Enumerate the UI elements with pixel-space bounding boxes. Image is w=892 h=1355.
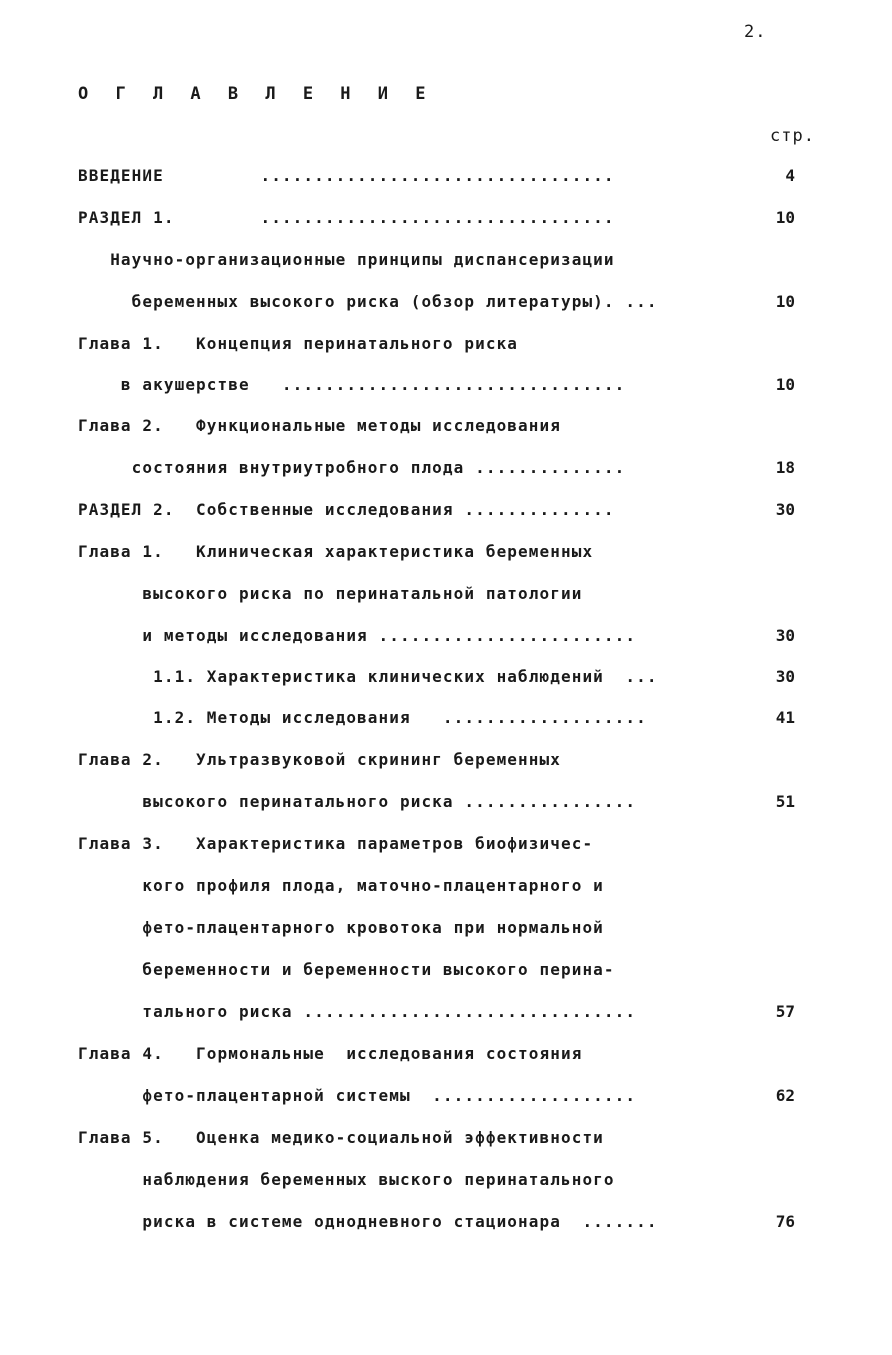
toc-entry-text: Глава 2. Ультразвуковой скрининг беременных (78, 750, 561, 769)
toc-entry-text: РАЗДЕЛ 2. Собственные исследования .............. (78, 500, 615, 519)
toc-entry-page (755, 916, 795, 940)
toc-entry-text: Глава 5. Оценка медико-социальной эффективности (78, 1128, 604, 1147)
toc-entry-text: 1.1. Характеристика клинических наблюдений ... (78, 667, 658, 686)
toc-entry-text: высокого перинатального риска ................ (78, 792, 637, 811)
toc-entry-text: 1.2. Методы исследования ................... (78, 708, 647, 727)
toc-entry-page (755, 540, 795, 564)
toc-entry-page (755, 832, 795, 856)
toc-entry-text: Научно-организационные принципы диспансеризации (78, 250, 615, 269)
toc-entry-text: наблюдения беременных выского перинатального (78, 1170, 615, 1189)
page-number: 2. (744, 22, 767, 42)
toc-entry-page (755, 248, 795, 272)
toc-entry-page (755, 958, 795, 982)
toc-entry-text: Глава 3. Характеристика параметров биофизичес- (78, 834, 594, 853)
toc-entry-page (755, 332, 795, 356)
toc-entry-page (755, 748, 795, 772)
toc-entry-page (755, 1168, 795, 1192)
toc-entry-text: Глава 1. Клиническая характеристика беременных (78, 542, 594, 561)
toc-entry-page: 30 (775, 500, 795, 519)
toc-entry-page: 4 (785, 166, 795, 185)
toc-entry-page: 62 (775, 1086, 795, 1105)
toc-entry-text: высокого риска по перинатальной патологии (78, 584, 583, 603)
toc-entry-page: 10 (775, 375, 795, 394)
toc-entry-page: 76 (775, 1212, 795, 1231)
toc-entry-text: фето-плацентарного кровотока при нормальной (78, 918, 604, 937)
toc-entry-text: и методы исследования ........................ (78, 626, 637, 645)
toc-entry-text: Глава 4. Гормональные исследования состояния (78, 1044, 583, 1063)
toc-entry-text: Глава 2. Функциональные методы исследования (78, 416, 561, 435)
toc-entry-page: 30 (775, 667, 795, 686)
toc-entry-page: 57 (775, 1002, 795, 1021)
toc-entry-text: кого профиля плода, маточно-плацентарного и (78, 876, 604, 895)
toc-entry-page: 41 (775, 708, 795, 727)
toc-entry-page: 10 (775, 292, 795, 311)
toc-entry-page (755, 1042, 795, 1066)
toc-entry-page: 51 (775, 792, 795, 811)
toc-entry-text: Глава 1. Концепция перинатального риска (78, 334, 519, 353)
toc-entry-page (755, 414, 795, 438)
toc-entry-text: риска в системе однодневного стационара ....... (78, 1212, 658, 1231)
toc-entry-text: РАЗДЕЛ 1. ................................. (78, 208, 615, 227)
toc-entry-text: состояния внутриутробного плода .............. (78, 458, 626, 477)
toc-entry-text: беременных высокого риска (обзор литературы). ... (78, 292, 658, 311)
toc-entry-text: ВВЕДЕНИЕ ................................. (78, 166, 615, 185)
toc-entry-page (755, 874, 795, 898)
toc-entry-page (755, 1126, 795, 1150)
toc-entry-text: фето-плацентарной системы ................... (78, 1086, 637, 1105)
document-title: О Г Л А В Л Е Н И Е (78, 84, 434, 104)
toc-entry-page: 30 (775, 626, 795, 645)
toc-entry-text: в акушерстве ................................ (78, 375, 626, 394)
toc-entry-page: 10 (775, 208, 795, 227)
toc-entry-text: тального риска ............................... (78, 1002, 637, 1021)
toc-entry-page (755, 582, 795, 606)
page-column-header: стр. (770, 126, 815, 146)
toc-entry-text: беременности и беременности высокого перина- (78, 960, 615, 979)
toc-entry-page: 18 (775, 458, 795, 477)
